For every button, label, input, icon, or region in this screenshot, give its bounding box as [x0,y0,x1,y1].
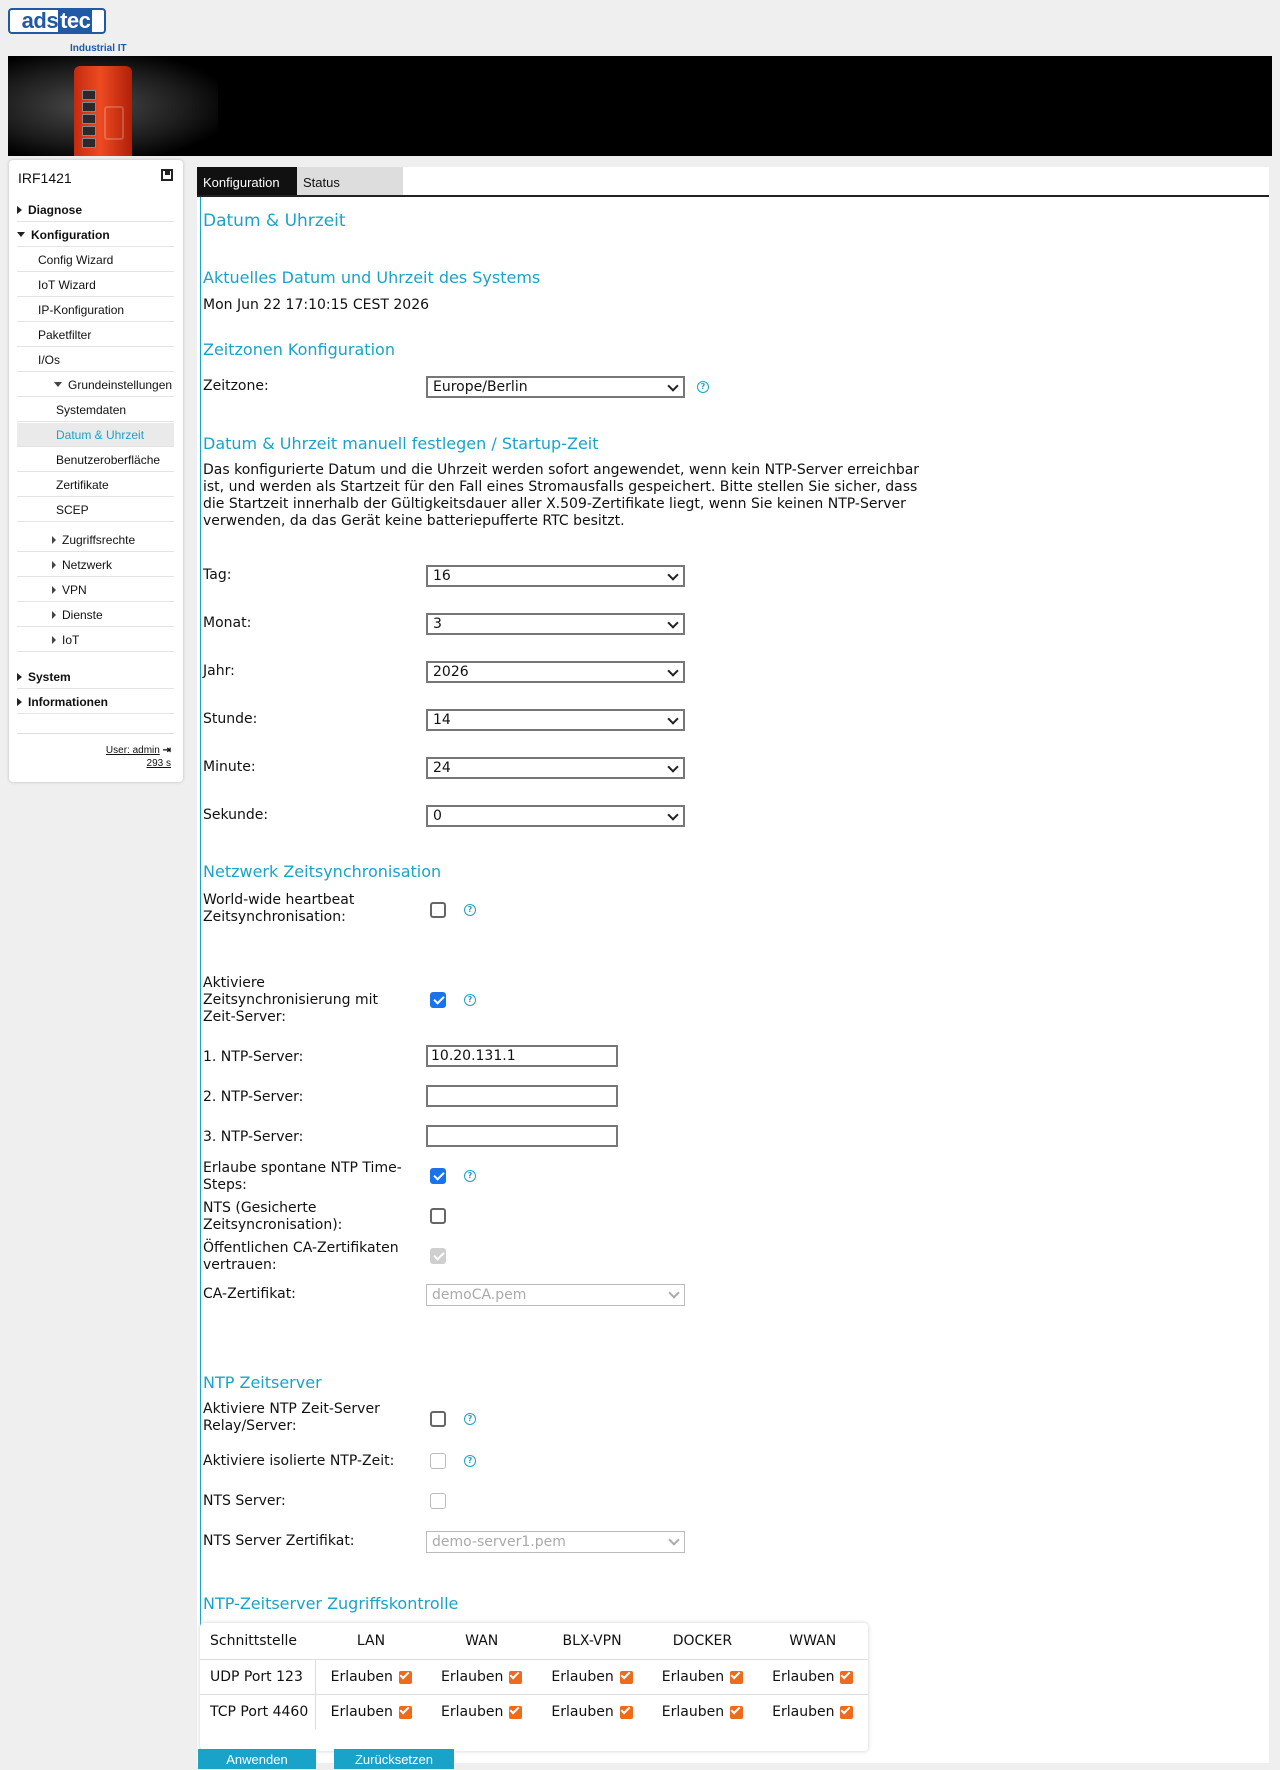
column-header: BLX-VPN [562,1633,622,1649]
acl-table [200,1623,868,1751]
allow-cell[interactable]: Erlauben [316,1660,427,1695]
second-label: Sekunde: [203,807,269,823]
sidebar-item-ios[interactable]: I/Os [17,348,174,372]
ntp2-label: 2. NTP-Server: [203,1089,304,1105]
nts-cert-label: NTS Server Zertifikat: [203,1533,355,1549]
allow-checkbox[interactable] [399,1706,412,1719]
month-select[interactable]: 3 [426,613,685,635]
timezone-label: Zeitzone: [203,378,269,394]
row-label: TCP Port 4460 [200,1695,316,1730]
sidebar-item-benutzeroberflaeche[interactable]: Benutzeroberfläche [17,448,174,472]
ca-trust-label: Öffentlichen CA-Zertifikaten vertrauen: [203,1240,399,1273]
heartbeat-checkbox[interactable] [430,902,446,918]
help-icon[interactable]: ? [697,381,709,393]
sidebar-item-zugriffsrechte[interactable]: Zugriffsrechte [17,528,174,552]
allow-cell[interactable]: Erlauben [758,1660,868,1695]
table-header-row [200,1623,868,1660]
reset-button[interactable]: Zurücksetzen [334,1749,454,1769]
allow-cell[interactable]: Erlauben [316,1695,427,1730]
enable-timesync-label: Aktiviere Zeitsynchronisierung mit Zeit-Server: [203,975,379,1025]
save-config-icon[interactable] [161,169,173,181]
chevron-down-icon [667,761,678,772]
apply-button[interactable]: Anwenden [198,1749,316,1769]
table-row [200,1660,868,1695]
expand-icon [52,611,56,619]
collapse-icon [54,382,62,387]
manual-desc-4: verwenden, da das Gerät keine batteriepufferte RTC besitzt. [203,513,625,529]
sidebar-item-informationen[interactable]: Informationen [17,690,174,714]
adstec-logo: ads tec Industrial IT [8,8,108,52]
second-select[interactable]: 0 [426,805,685,827]
expand-icon [17,673,22,681]
sidebar-item-dienste[interactable]: Dienste [17,603,174,627]
minute-select[interactable]: 24 [426,757,685,779]
nts-label: NTS (Gesicherte Zeitsyncronisation): [203,1200,343,1233]
page-title: Datum & Uhrzeit [203,211,346,231]
sidebar-item-datum-uhrzeit[interactable]: Datum & Uhrzeit [17,423,174,447]
sidebar-item-paketfilter[interactable]: Paketfilter [17,323,174,347]
timezone-heading: Zeitzonen Konfiguration [203,340,395,359]
allow-cell[interactable]: Erlauben [427,1695,537,1730]
manual-datetime-heading: Datum & Uhrzeit manuell festlegen / Startup-Zeit [203,434,599,453]
time-steps-label: Erlaube spontane NTP Time- Steps: [203,1160,402,1193]
nts-checkbox[interactable] [430,1208,446,1224]
header-banner [8,56,1272,156]
nts-server-checkbox [430,1493,446,1509]
hour-select[interactable]: 14 [426,709,685,731]
timezone-select[interactable]: Europe/Berlin [426,376,685,398]
allow-checkbox[interactable] [509,1671,522,1684]
sidebar-nav [9,160,183,782]
sidebar-item-ip-konfiguration[interactable]: IP-Konfiguration [17,298,174,322]
tab-konfiguration[interactable]: Konfiguration [197,167,297,197]
help-icon[interactable]: ? [464,994,476,1006]
sidebar-item-systemdaten[interactable]: Systemdaten [17,398,174,422]
nts-server-label: NTS Server: [203,1493,286,1509]
sidebar-item-config-wizard[interactable]: Config Wizard [17,248,174,272]
expand-icon [52,586,56,594]
help-icon[interactable]: ? [464,904,476,916]
router-device-image [74,66,132,156]
column-header: Schnittstelle [210,1633,297,1649]
logout-icon[interactable]: ⇥ [162,745,171,756]
sidebar-item-konfiguration[interactable]: Konfiguration [17,223,174,247]
chevron-down-icon [667,380,678,391]
allow-cell[interactable]: Erlauben [647,1695,757,1730]
expand-icon [52,561,56,569]
allow-checkbox[interactable] [840,1671,853,1684]
help-icon[interactable]: ? [464,1170,476,1182]
sidebar-item-vpn[interactable]: VPN [17,578,174,602]
expand-icon [17,206,22,214]
time-steps-checkbox[interactable] [430,1168,446,1184]
ca-trust-checkbox [430,1248,446,1264]
column-header: LAN [356,1633,386,1649]
main-panel [197,167,1269,1767]
minute-label: Minute: [203,759,256,775]
tab-status[interactable]: Status [297,167,403,197]
ca-cert-select: demoCA.pem [426,1284,685,1306]
allow-cell[interactable]: Erlauben [647,1660,757,1695]
current-datetime-value: Mon Jun 22 17:10:15 CEST 2026 [203,297,430,313]
ntp1-label: 1. NTP-Server: [203,1049,304,1065]
chevron-down-icon [667,665,678,676]
manual-desc-1: Das konfigurierte Datum und die Uhrzeit werden sofort angewendet, wenn kein NTP-Server erreichbar [203,462,920,478]
allow-cell[interactable]: Erlauben [427,1660,537,1695]
device-name: IRF1421 [18,170,72,186]
help-icon[interactable]: ? [464,1455,476,1467]
sidebar-item-system[interactable]: System [17,665,174,689]
nts-cert-select: demo-server1.pem [426,1531,685,1553]
collapse-icon [17,232,25,237]
row-label: UDP Port 123 [200,1660,316,1695]
allow-checkbox[interactable] [730,1671,743,1684]
current-datetime-heading: Aktuelles Datum und Uhrzeit des Systems [203,268,541,287]
day-label: Tag: [203,567,232,583]
allow-checkbox[interactable] [620,1671,633,1684]
allow-cell[interactable]: Erlauben [537,1660,647,1695]
isolated-ntp-label: Aktiviere isolierte NTP-Zeit: [203,1453,395,1469]
hour-label: Stunde: [203,711,258,727]
logo-tagline: Industrial IT [70,43,127,54]
allow-checkbox[interactable] [509,1706,522,1719]
allow-cell[interactable]: Erlauben [537,1695,647,1730]
allow-checkbox[interactable] [730,1706,743,1719]
sidebar-item-scep[interactable]: SCEP [17,498,174,522]
manual-desc-3: die Startzeit innerhalb der Gültigkeitsdauer aller X.509-Zertifikate liegt, wenn Sie keinen NTP-Server [203,496,906,512]
sidebar-item-iot[interactable]: IoT [17,628,174,652]
sidebar-item-zertifikate[interactable]: Zertifikate [17,473,174,497]
sidebar-item-netzwerk[interactable]: Netzwerk [17,553,174,577]
sidebar-item-iot-wizard[interactable]: IoT Wizard [17,273,174,297]
sidebar-item-grundeinstellungen[interactable]: Grundeinstellungen [17,373,174,397]
table-row [200,1695,868,1730]
column-header: WWAN [789,1633,837,1649]
network-sync-heading: Netzwerk Zeitsynchronisation [203,862,442,881]
ntp3-input[interactable] [426,1125,618,1147]
chevron-down-icon [668,1534,679,1545]
chevron-down-icon [667,809,678,820]
year-label: Jahr: [203,663,235,679]
expand-icon [52,536,56,544]
allow-checkbox[interactable] [399,1671,412,1684]
session-timer: 293 s [146,758,171,769]
chevron-down-icon [668,1287,679,1298]
ntp-relay-checkbox[interactable] [430,1411,446,1427]
user-session[interactable] [106,744,171,770]
chevron-down-icon [667,569,678,580]
ntp-server-heading: NTP Zeitserver [203,1373,322,1392]
day-select[interactable]: 16 [426,565,685,587]
chevron-down-icon [667,713,678,724]
sidebar-item-diagnose[interactable]: Diagnose [17,198,174,222]
month-label: Monat: [203,615,252,631]
expand-icon [17,698,22,706]
column-header: DOCKER [672,1633,733,1649]
chevron-down-icon [667,617,678,628]
allow-checkbox[interactable] [840,1706,853,1719]
allow-checkbox[interactable] [620,1706,633,1719]
user-label[interactable]: User: admin [105,745,160,756]
heartbeat-label: World-wide heartbeat Zeitsynchronisation: [203,892,355,925]
isolated-ntp-checkbox [430,1453,446,1469]
ca-cert-label: CA-Zertifikat: [203,1286,296,1302]
ntp1-input[interactable]: 10.20.131.1 [426,1045,618,1067]
enable-timesync-checkbox[interactable] [430,992,446,1008]
acl-heading: NTP-Zeitserver Zugriffskontrolle [203,1594,459,1613]
column-header: WAN [465,1633,499,1649]
help-icon[interactable]: ? [464,1413,476,1425]
expand-icon [52,636,56,644]
ntp3-label: 3. NTP-Server: [203,1129,304,1145]
ntp2-input[interactable] [426,1085,618,1107]
manual-desc-2: ist, und werden als Startzeit für den Fall eines Stromausfalls gespeichert. Bitte stellen Sie sicher, dass [203,479,918,495]
year-select[interactable]: 2026 [426,661,685,683]
allow-cell[interactable]: Erlauben [758,1695,868,1730]
ntp-relay-label: Aktiviere NTP Zeit-Server Relay/Server: [203,1401,380,1434]
